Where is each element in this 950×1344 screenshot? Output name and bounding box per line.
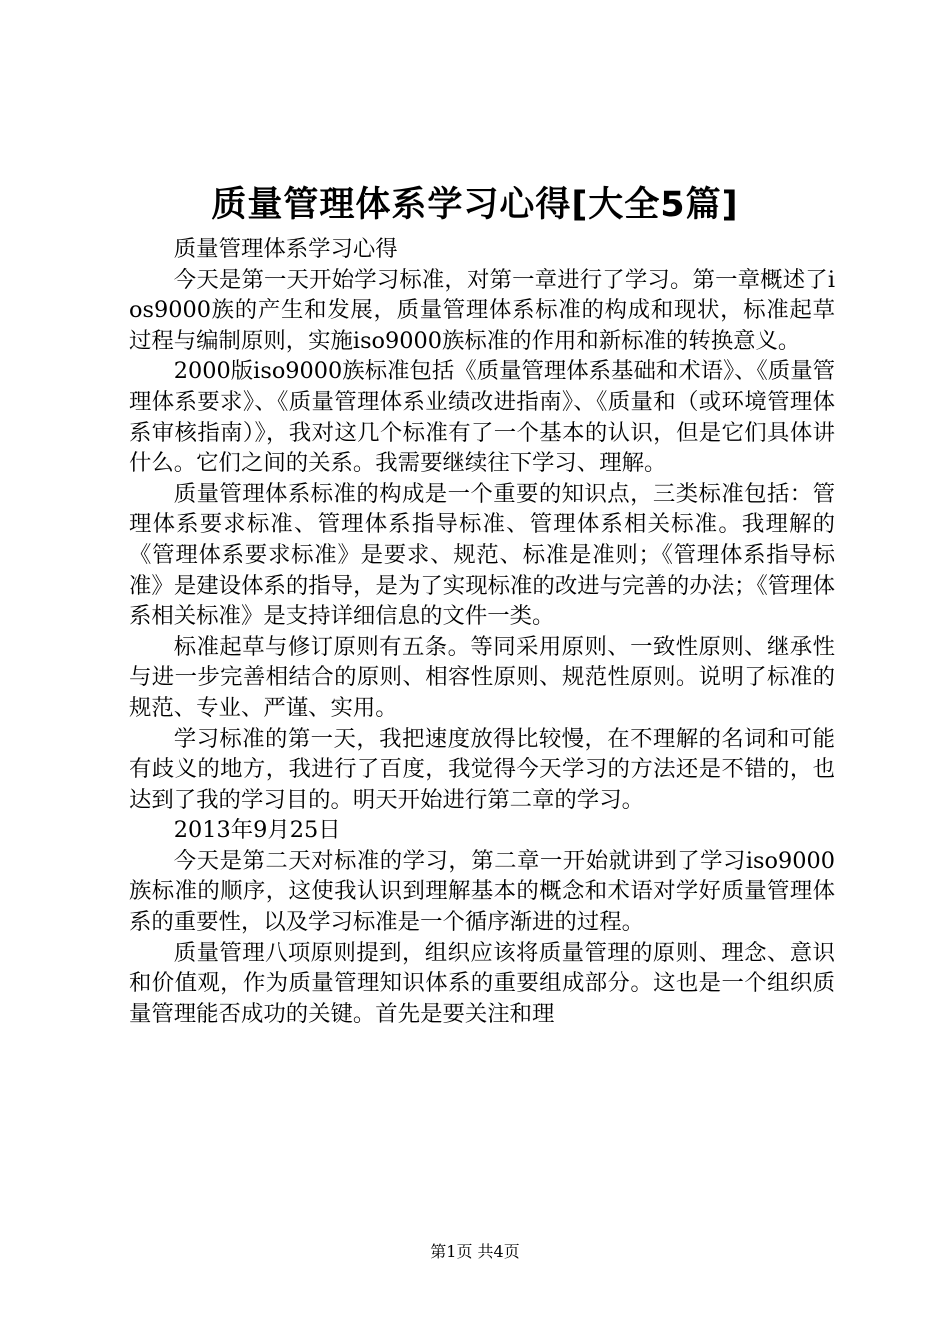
paragraph-heading: 质量管理体系学习心得	[173, 236, 398, 262]
paragraph: 标准起草与修订原则有五条。等同采用原则、一致性原则、继承性与进一步完善相结合的原则、相容性原则、规范性原则。说明了标准的规范、专业、严谨、实用。	[129, 633, 835, 721]
date-line: 2013年9月25日	[173, 817, 341, 844]
paragraph: 今天是第一天开始学习标准，对第一章进行了学习。第一章概述了ios9000族的产生和发展，质量管理体系标准的构成和现状，标准起草过程与编制原则，实施iso9000族标准的作用和新标准的转换意义。	[129, 266, 835, 354]
document-title: 质量管理体系学习心得[大全5篇]	[211, 185, 739, 225]
paragraph: 学习标准的第一天，我把速度放得比较慢，在不理解的名词和可能有歧义的地方，我进行了百度，我觉得今天学习的方法还是不错的，也达到了我的学习目的。明天开始进行第二章的学习。	[129, 725, 835, 813]
paragraph: 质量管理体系标准的构成是一个重要的知识点，三类标准包括：管理体系要求标准、管理体系指导标准、管理体系相关标准。我理解的《管理体系要求标准》是要求、规范、标准是准则；《管理体系指导标准》是建设体系的指导，是为了实现标准的改进与完善的办法；《管理体系相关标准》是支持详细信息的文件一类。	[129, 480, 835, 630]
paragraph: 今天是第二天对标准的学习，第二章一开始就讲到了学习iso9000族标准的顺序，这使我认识到理解基本的概念和术语对学好质量管理体系的重要性，以及学习标准是一个循序渐进的过程。	[129, 847, 835, 936]
paragraph: 2000版iso9000族标准包括《质量管理体系基础和术语》、《质量管理体系要求》、《质量管理体系业绩改进指南》、《质量和（或环境管理体系审核指南）》，我对这几个标准有了一个基本的认识，但是它们具体讲什么。它们之间的关系。我需要继续往下学习、理解。	[129, 358, 835, 477]
paragraph: 质量管理八项原则提到，组织应该将质量管理的原则、理念、意识和价值观，作为质量管理知识体系的重要组成部分。这也是一个组织质量管理能否成功的关键。首先是要关注和理	[129, 939, 835, 1027]
page-footer: 第1页 共4页	[430, 1242, 520, 1261]
document-body	[129, 234, 835, 1029]
